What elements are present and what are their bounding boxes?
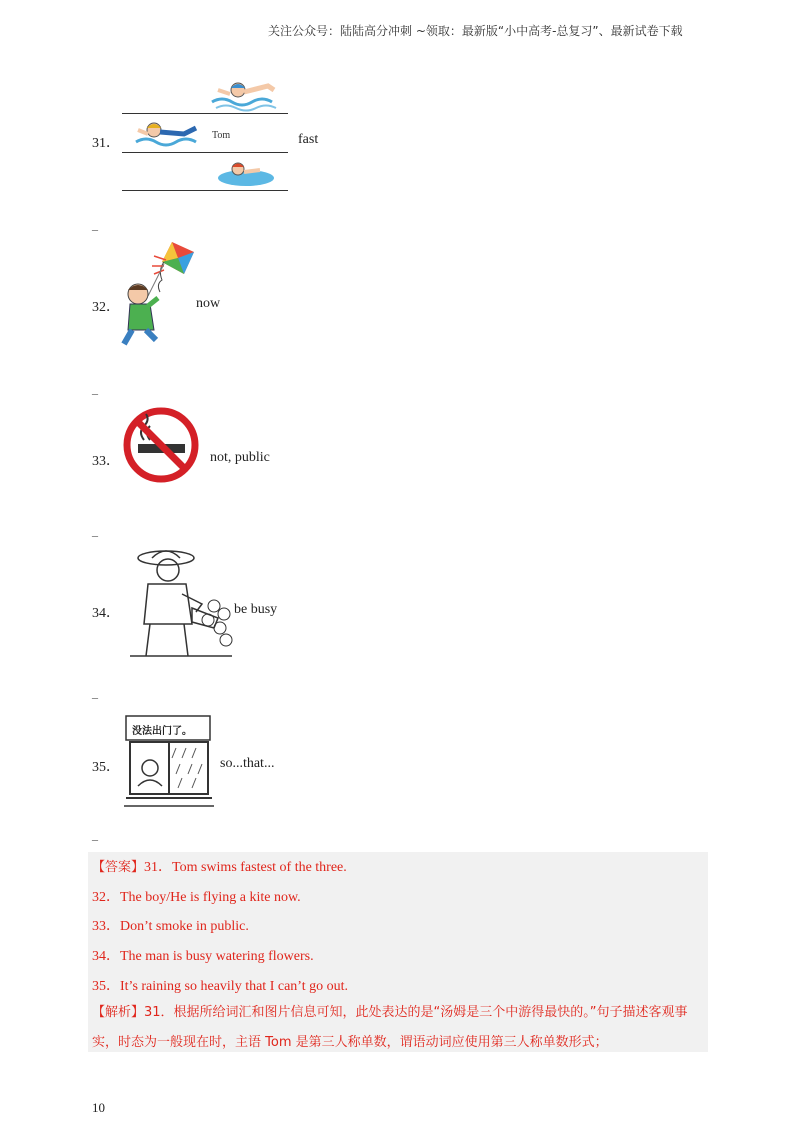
page-header: 关注公众号：陆陆高分冲刺 ~领取：最新版“小中高考-总复习”、最新试卷下载 xyxy=(268,24,683,38)
window-sign-text: 没法出门了。 xyxy=(132,726,192,737)
answer-34: 34．The man is busy watering flowers. xyxy=(92,949,314,964)
swimmer-name-label: Tom xyxy=(212,130,231,141)
swimmer-3-image xyxy=(212,158,276,188)
swimmer-2-image xyxy=(134,120,206,150)
question-32-hint: now xyxy=(196,296,221,311)
analysis-paragraph xyxy=(92,998,707,1058)
analysis-text: 31．根据所给词汇和图片信息可知，此处表达的是“汤姆是三个中游得最快的。”句子描述客观事实，时态为一般现在时，主语 Tom 是第三人称单数，谓语动词应使用第三人称单数形式； xyxy=(92,1005,688,1050)
blank-mark-32: _ xyxy=(92,382,98,396)
answer-line-3 xyxy=(122,190,288,191)
blank-mark-34: _ xyxy=(92,686,98,700)
answer-35: 35．It’s raining so heavily that I can’t go out. xyxy=(92,979,348,994)
question-35-number: 35． xyxy=(92,760,120,775)
man-watering-flowers-image xyxy=(126,544,236,660)
question-32-number: 32． xyxy=(92,300,120,315)
swimmer-1-image xyxy=(208,76,280,114)
analysis-lead: 【解析】 xyxy=(92,1005,145,1020)
rainy-window-image xyxy=(124,712,214,810)
answer-33: 33．Don’t smoke in public. xyxy=(92,919,249,934)
answer-32: 32．The boy/He is flying a kite now. xyxy=(92,890,301,905)
question-33-number: 33． xyxy=(92,454,120,469)
question-35-hint: so...that... xyxy=(220,756,275,771)
blank-mark-31: _ xyxy=(92,218,98,232)
question-31-hint: fast xyxy=(298,132,319,147)
answer-lead: 【答案】 xyxy=(92,860,145,875)
answer-31-text: 31．Tom swims fastest of the three. xyxy=(144,860,347,875)
question-34-hint: be busy xyxy=(234,602,278,617)
question-31-number: 31． xyxy=(92,136,120,151)
boy-flying-kite-image xyxy=(120,240,200,352)
blank-mark-35: _ xyxy=(92,828,98,842)
answer-31 xyxy=(92,856,347,876)
blank-mark-33: _ xyxy=(92,524,98,538)
question-34-number: 34． xyxy=(92,606,120,621)
page-number: 10 xyxy=(92,1100,105,1115)
answer-line-2 xyxy=(122,152,288,153)
no-smoking-sign-image xyxy=(122,406,200,484)
question-33-hint: not, public xyxy=(210,450,270,465)
